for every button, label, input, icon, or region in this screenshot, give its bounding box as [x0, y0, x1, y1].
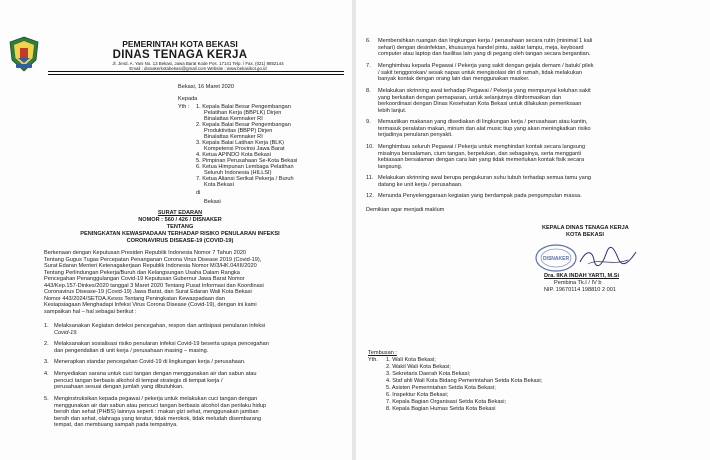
- recipient-line: Kompetensi Provinsi Jawa Barat: [204, 146, 285, 152]
- recipient-line: Produktivitas (BBPP) Dirjen: [204, 128, 273, 134]
- tembusan-yth: Yth.: [368, 357, 378, 363]
- signatory-rank: Pembina Tk.I / IV b: [554, 280, 602, 286]
- date-line: Bekasi, 16 Maret 2020: [178, 84, 234, 90]
- recipient-line: Binalattas Kemnaker RI: [204, 116, 263, 122]
- tembusan-title: Tembusan :: [368, 350, 397, 356]
- point-line: Menghimbau kepada Pegawai / Pekerja yang sakit dengan gejala demam / batuk/ pilek: [378, 63, 594, 69]
- point-line: Membersihkan ruangan dan lingkungan kerja / perusahaan secara rutin (minimal 1 kali: [378, 38, 593, 44]
- recipient-line: 6. Ketua Himpunan Lembaga Pelatihan: [196, 164, 294, 170]
- point-line: Melaksanakan Kegiatan deteksi pencegahan, respon dan antisipasi penularan infeksi: [54, 323, 266, 329]
- point-number: 5.: [44, 396, 49, 402]
- tembusan-item: 2. Wakil Wali Kota Bekasi;: [386, 364, 451, 370]
- letterhead-rule: [48, 71, 344, 72]
- point-line: kebiasaan bersalaman dengan cara lain yang tidak memerlukan kontak fisik secara: [378, 157, 585, 163]
- surat-subject: PENINGKATAN KEWASPADAAN TERHADAP RISIKO PENULARAN INFEKSI: [80, 231, 280, 237]
- surat-title: SURAT EDARAN: [157, 210, 203, 216]
- surat-subject: CORONAVIRUS DISEASE-19 (COVID-19): [126, 238, 234, 244]
- handwritten-signature-icon: [578, 246, 638, 268]
- point-line: datang ke unit kerja / perusahaan.: [378, 181, 463, 188]
- point-number: 6.: [366, 38, 371, 44]
- letterhead-contact: Email : disnakerkotabekasi@gmail.com Website : www.bekasikot.go.id: [129, 66, 267, 71]
- official-stamp-icon: [534, 243, 578, 273]
- tembusan-item: 7. Kepala Bagian Organisasi Setda Kota Bekasi;: [386, 399, 507, 405]
- closing-text: Demikian agar menjadi maklum: [366, 207, 445, 213]
- point-line: bersih dan sehat (PHBS) lainnya seperti : makan gizi sehat, menggunakan jamban: [54, 409, 259, 415]
- recipient-line: 3. Kepala Balai Latihan Kerja (BLK): [196, 140, 285, 146]
- point-line: bersih dan sehat, olahraga yang teratur, tidak merokok, tidak meludah disembarang: [54, 415, 262, 422]
- tembusan-item: 8. Kepala Bagian Humas Setda Kota Bekasi: [386, 406, 496, 412]
- letterhead-address: Jl. Jend. A. Yani No. 13 Bekasi, Jawa Barat Kode Pos. 17141 Telp. / Fax. (021) 8852144: [112, 61, 284, 66]
- signature-title: KOTA BEKASI: [566, 232, 604, 238]
- intro-line: Surat Edaran Menteri Ketenagakerjaan Republik Indonesia Nomor M/3/HK.04/III/2020: [44, 263, 257, 269]
- point-line: perusahaan sesuai dengan jumlah yang dibutuhkan.: [54, 384, 184, 390]
- point-number: 3.: [44, 359, 49, 365]
- point-line: banyak kontak dengan orang lain dan menggunakan masker.: [378, 76, 530, 82]
- point-line: misalnya bersalaman, cium tangan, berpelukan, dan sebagainya, serta mengganti: [378, 150, 582, 157]
- point-line: Menghimbau seluruh Pegawai / Pekerja untuk menghindari kontak secara langsung: [378, 144, 586, 150]
- point-line: Menunda Penyelenggaraan kegiatan yang berdampak pada pengumpulan massa.: [378, 193, 582, 199]
- recipient-line: Kota Bekasi: [204, 182, 234, 188]
- point-line: sehari) dengan desinfektan, khususnya handel pintu, saklar lampu, meja, keyboard: [378, 44, 584, 51]
- point-line: berkoordinasi dengan Dinas Kesehatan Kota Bekasi untuk dilakukan pemeriksaan: [378, 101, 582, 107]
- recipient-line: 5. Pimpinan Perusahaan Se-Kota Bekasi: [196, 158, 298, 164]
- point-line: terjadinya penularan penyakit.: [378, 132, 453, 138]
- point-number: 2.: [44, 341, 49, 347]
- point-line: yang berkaitan dengan pernapasan, untuk selanjutnya diinformasikan dan: [378, 94, 562, 101]
- point-number: 9.: [366, 119, 371, 125]
- letter-page-left: [0, 0, 352, 460]
- point-line: Menyediakan sarana untuk cuci tangan dengan menggunakan air dan sabun atau: [54, 371, 257, 377]
- recipient-line: 2. Kepala Balai Besar Pengembangan: [196, 122, 291, 128]
- point-line: computer atau laptop dan fasilitas lain yang di pegang oleh tangan secara bergantian.: [378, 51, 591, 57]
- tembusan-item: 5. Asisten Pemerintahan Setda Kota Bekasi;: [386, 385, 496, 391]
- point-number: 7.: [366, 63, 371, 69]
- di-label: di: [196, 190, 201, 196]
- tembusan-item: 1. Wali Kota Bekasi;: [386, 357, 436, 363]
- recipient-line: 1. Kepala Balai Besar Pengembangan: [196, 104, 291, 110]
- point-line: / sakit tenggorokan/ sesak napas untuk mengisolasi diri di rumah, tidak melakukan: [378, 69, 582, 76]
- intro-line: Tentang Perlindungan Pekerja/Buruh dan Kelangsungan Usaha Dalam Rangka: [44, 269, 240, 276]
- point-line: dan pengendalian di unit kerja / perusahaan masing – masing.: [54, 347, 209, 354]
- signatory-name: Dra. IIKA INDAH YARTI, M.Si: [544, 273, 620, 279]
- point-line: Menginstruksikan kepada pegawai / pekerja untuk melakukan cuci tangan dengan: [54, 396, 258, 402]
- kepada-label: Kepada: [178, 96, 198, 102]
- point-line: Melaksanakan sosialisasi risiko penularan infeksi Covid-19 beserta upaya pencegahan: [54, 341, 269, 347]
- tembusan-item: 6. Inspektur Kota Bekasi;: [386, 392, 449, 398]
- point-number: 12.: [366, 193, 374, 199]
- point-line: Memastikan makanan yang disediakan di lingkungan kerja / perusahaan atau kantin,: [378, 119, 588, 125]
- point-line: menggunakan air dan sabun atau pencuci tangan berbasis alcohol dan perilaku hidup: [54, 402, 267, 409]
- point-number: 1.: [44, 323, 49, 329]
- intro-line: Kesiapsiagaan Menghadapi Infeksi Virus Corona Disease (Covid-19), dengan ini kami: [44, 302, 257, 308]
- letter-page-right: [356, 0, 710, 460]
- point-line: lebih lanjut.: [378, 107, 407, 114]
- stamp-label: DISNAKER: [542, 256, 570, 262]
- point-number: 10.: [366, 144, 374, 150]
- surat-tentang: TENTANG: [166, 224, 194, 230]
- recipient-line: Pelatihan Kerja (BBPLK) Dirjen: [204, 110, 282, 116]
- letterhead-government: PEMERINTAH KOTA BEKASI: [122, 39, 238, 49]
- point-line: tempat, dan membuang sampah pada tempatnya.: [54, 422, 178, 428]
- intro-line: Pencegahan Penanggulangan Covid-19 Keputusan Gubernur Jawa Barat Nomor: [44, 276, 245, 282]
- point-line: Melakukan skrinning awal berupa pengukuran suhu tubuh terhadap semua tamu yang: [378, 175, 592, 181]
- tembusan-item: 4. Staf ahli Wali Kota Bidang Pemerintahan Setda Kota Bekasi;: [386, 378, 543, 384]
- recipient-line: 4. Ketua APINDO Kota Bekasi: [196, 152, 271, 158]
- intro-line: 443/Kep.157-Dinkes/2020 tanggal 3 Maret 2020 Tentang Pusat Informasi dan Koordinasi: [44, 282, 264, 289]
- letterhead-rule-thin: [48, 74, 344, 75]
- signatory-nip: NIP. 19670114 198810 2 001: [544, 287, 616, 293]
- point-number: 11.: [366, 175, 374, 181]
- intro-line: sampaikan hal – hal sebagai berikut :: [44, 308, 137, 315]
- recipient-line: 7. Ketua Aliansi Serikat Pekerja / Buruh: [196, 176, 294, 182]
- tembusan-item: 3. Sekretaris Daerah Kota Bekasi;: [386, 371, 471, 377]
- point-line: termasuk peralatan makan, minum dan alat music tiup yang akan meningkatkan risiko: [378, 125, 591, 132]
- surat-nomor: NOMOR : 560 / 426 / DISNAKER: [138, 217, 222, 223]
- point-number: 4.: [44, 371, 49, 377]
- signature-title: KEPALA DINAS TENAGA KERJA: [542, 225, 629, 231]
- intro-line: Nomor 443/2024/SETDA.Kesos Tentang Peningkatan Kewaspadaan dan: [44, 295, 225, 302]
- recipient-line: Binalattas Kemnaker RI: [204, 134, 263, 140]
- point-line: Menerapkan standar pencegahan Covid-19 di lingkungan kerja / perusahaan.: [54, 359, 246, 365]
- letterhead-agency: DINAS TENAGA KERJA: [112, 49, 248, 61]
- intro-line: Tentang Gugus Tugas Percepatan Penanganan Corona Virus Disease 2019 (Covid-19),: [44, 256, 262, 263]
- yth-label: Yth :: [178, 104, 190, 110]
- intro-line: Coronavirus Disease-19 (Covid-19) Jawa Barat, dan Surat Edaran Wali Kota Bekasi: [44, 289, 252, 295]
- point-line: Covid-19.: [54, 329, 78, 336]
- point-number: 8.: [366, 88, 371, 94]
- intro-line: Berkenaan dengan Keputusan Presiden Republik Indonesia Nomor 7 Tahun 2020: [44, 250, 247, 256]
- point-line: langsung.: [378, 163, 403, 170]
- kota-bekasi-emblem-icon: [8, 36, 40, 72]
- place-label: Bekasi: [204, 199, 221, 205]
- point-line: Melakukan skrinning awal terhadap Pegawai / Pekerja yang mempunyai keluhan sakit: [378, 88, 591, 94]
- recipient-line: Seluruh Indonesia (HILLSI): [204, 170, 272, 176]
- point-line: pencuci tangan berbasis alkohol di tempat strategis di tempat kerja /: [54, 377, 223, 384]
